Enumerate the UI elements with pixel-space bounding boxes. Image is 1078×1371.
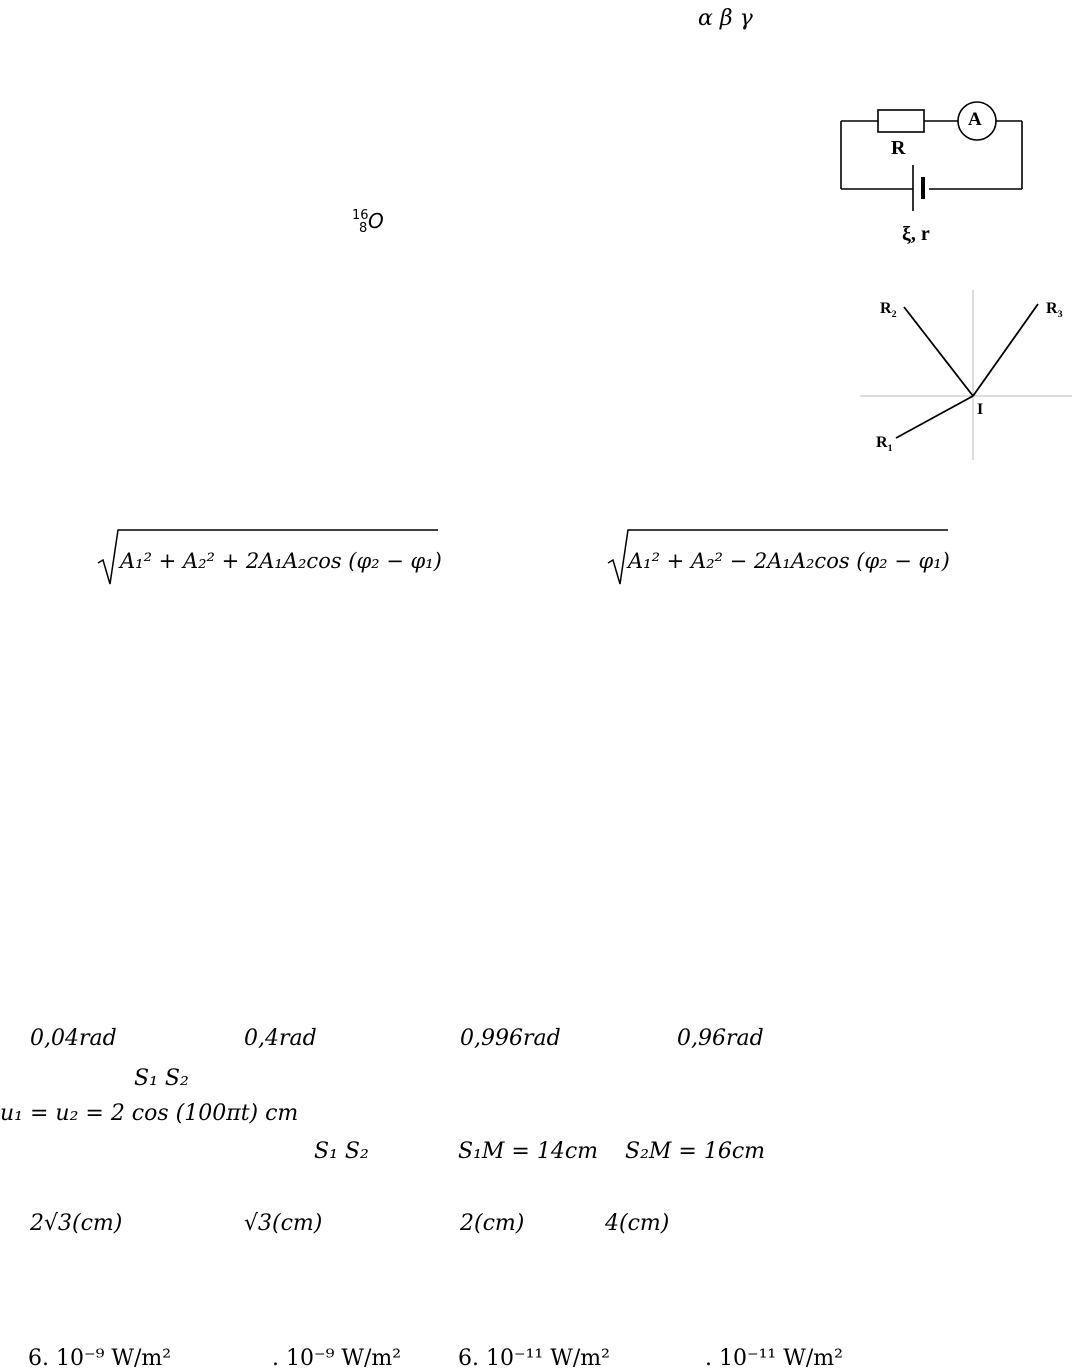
option-angle-a: 0,04rad	[30, 1026, 117, 1051]
option-intensity-c: 6. 10⁻¹¹ W/m²	[458, 1346, 610, 1371]
circuit-diagram	[830, 95, 1030, 255]
resistor-label: R	[891, 137, 906, 159]
option-amplitude-d: 4(cm)	[605, 1211, 670, 1236]
sources-label-1: S₁ S₂	[134, 1066, 189, 1091]
option-amplitude-c: 2(cm)	[460, 1211, 525, 1236]
option-intensity-b: . 10⁻⁹ W/m²	[272, 1346, 402, 1371]
element-symbol: O	[368, 209, 384, 233]
ammeter-label: A	[968, 109, 982, 130]
wave-equation: u₁ = u₂ = 2 cos (100πt) cm	[0, 1101, 299, 1126]
beta-symbol: β	[719, 6, 733, 31]
option-angle-d: 0,96rad	[677, 1026, 764, 1051]
ray-r2-label: $R_2$	[880, 300, 897, 321]
mass-number: 16	[352, 208, 369, 223]
option-angle-b: 0,4rad	[244, 1026, 317, 1051]
gamma-symbol: γ	[739, 6, 753, 31]
nuclide-symbol	[352, 208, 392, 238]
ray-r3-label: $R_3$	[1046, 300, 1063, 321]
formula-sum: A₁² + A₂² + 2A₁A₂cos (φ₂ − φ₁)	[120, 549, 442, 573]
option-amplitude-b: √3(cm)	[244, 1211, 323, 1236]
greek-letters	[698, 6, 753, 31]
sources-label-2: S₁ S₂	[314, 1139, 369, 1164]
incidence-point-label: I	[977, 401, 984, 418]
option-intensity-d: . 10⁻¹¹ W/m²	[705, 1346, 843, 1371]
formula-diff: A₁² + A₂² − 2A₁A₂cos (φ₂ − φ₁)	[628, 549, 950, 573]
option-intensity-a: 6. 10⁻⁹ W/m²	[28, 1346, 172, 1371]
source-label: ξ, r	[902, 223, 930, 245]
distance-s2m: S₂M = 16cm	[625, 1139, 766, 1164]
ray-r1-label: $R_1$	[876, 434, 893, 455]
atomic-number: 8	[359, 221, 368, 236]
alpha-symbol: α	[698, 6, 713, 31]
option-amplitude-a: 2√3(cm)	[30, 1211, 123, 1236]
option-angle-c: 0,996rad	[460, 1026, 561, 1051]
distance-s1m: S₁M = 14cm	[458, 1139, 599, 1164]
